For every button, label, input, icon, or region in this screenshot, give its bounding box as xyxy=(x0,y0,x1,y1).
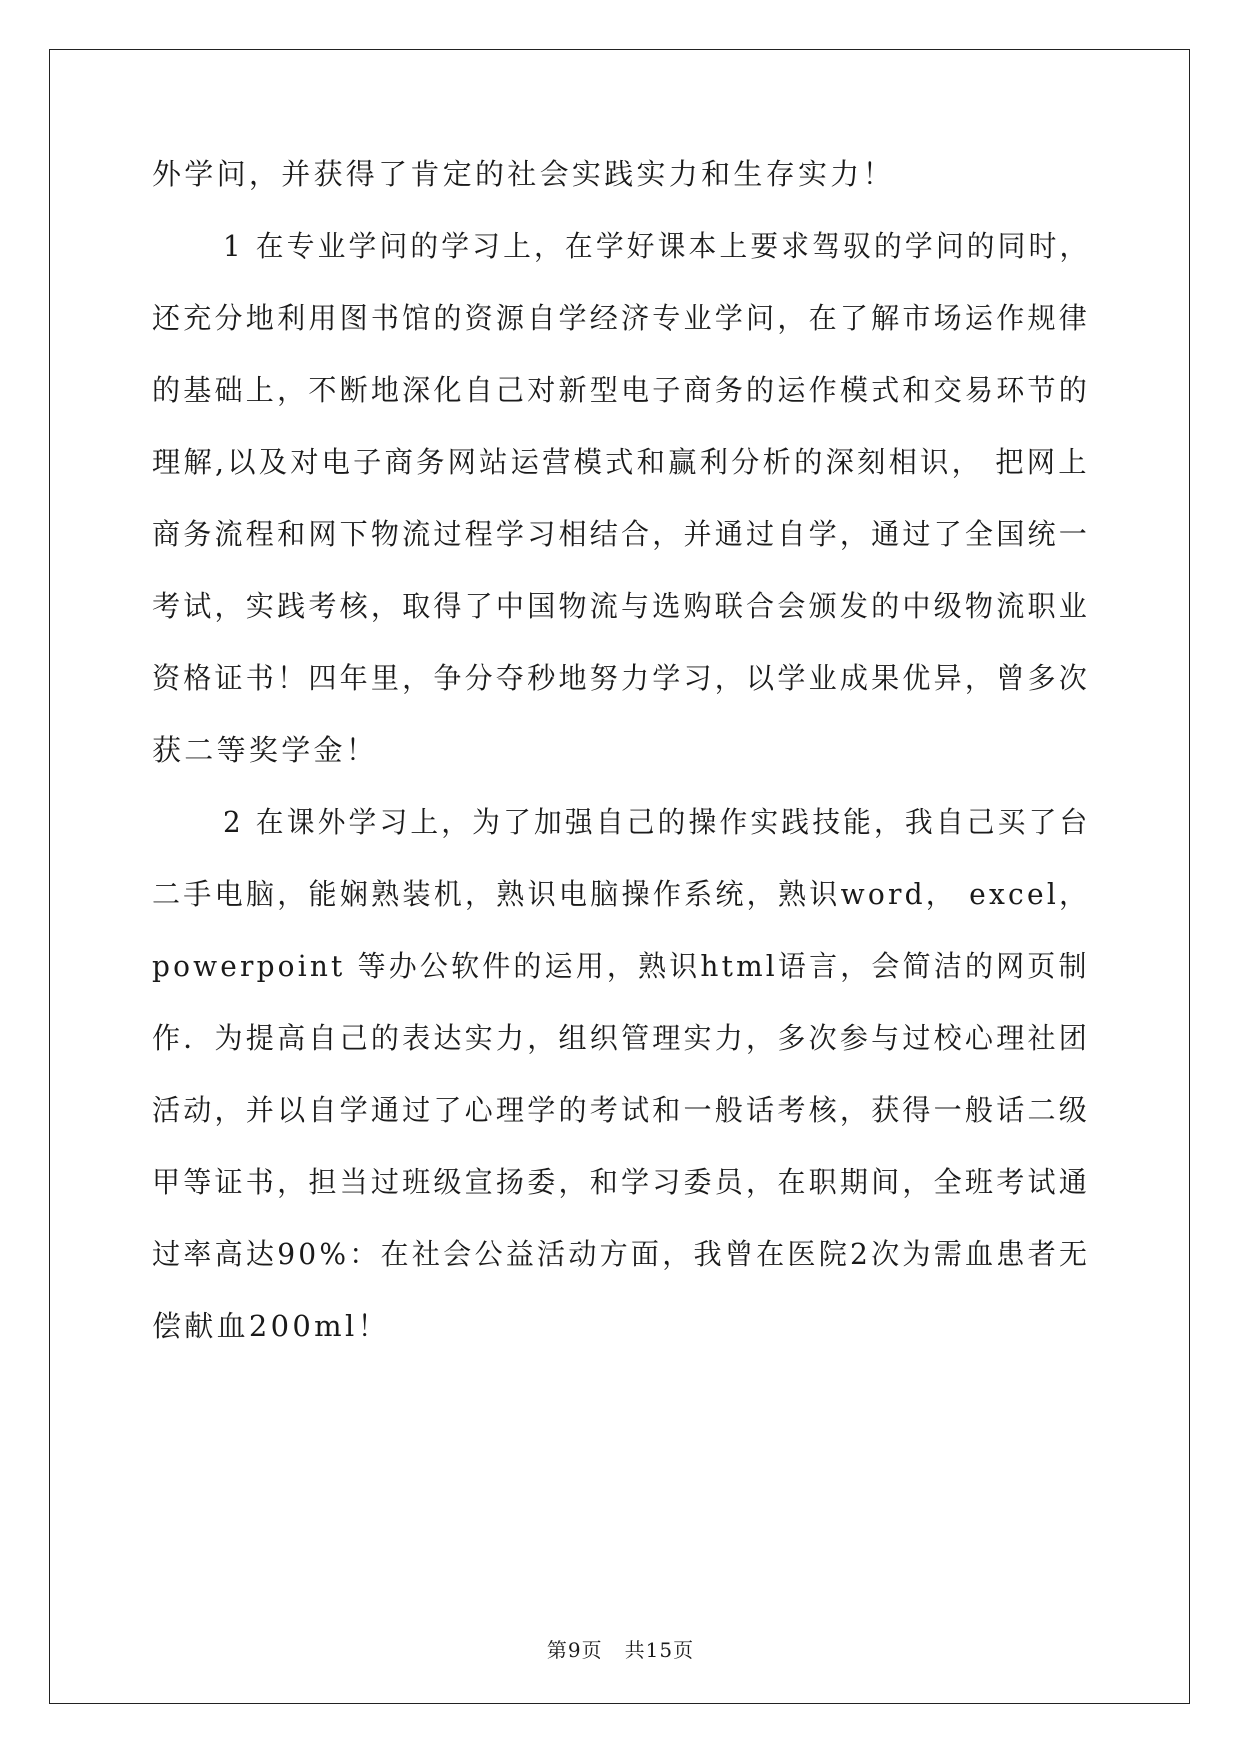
page-footer xyxy=(0,1634,1241,1663)
paragraph-line: 外学问，并获得了肯定的社会实践实力和生存实力！ xyxy=(152,157,895,191)
paragraph-line: 1 在专业学问的学习上，在学好课本上要求驾驭的学问的同时， xyxy=(223,229,1091,263)
paragraph-line: 还充分地利用图书馆的资源自学经济专业学问，在了解市场运作规律 xyxy=(152,301,1091,335)
paragraph-line: 理解,以及对电子商务网站运营模式和赢利分析的深刻相识， 把网上 xyxy=(152,445,1090,479)
paragraph-line: 甲等证书，担当过班级宣扬委，和学习委员，在职期间，全班考试通 xyxy=(152,1165,1091,1199)
paragraph-line: 二手电脑，能娴熟装机，熟识电脑操作系统，熟识word， excel， xyxy=(152,877,1091,911)
paragraph-line: 考试，实践考核，取得了中国物流与选购联合会颁发的中级物流职业 xyxy=(152,589,1091,623)
page-number: 第9页 xyxy=(546,1638,603,1662)
paragraph-line: 作．为提高自己的表达实力，组织管理实力，多次参与过校心理社团 xyxy=(152,1021,1091,1055)
paragraph-line: 的基础上，不断地深化自己对新型电子商务的运作模式和交易环节的 xyxy=(152,373,1091,407)
paragraph-line: 活动，并以自学通过了心理学的考试和一般话考核，获得一般话二级 xyxy=(152,1093,1091,1127)
paragraph-line: powerpoint 等办公软件的运用，熟识html语言，会简洁的网页制 xyxy=(152,949,1090,983)
paragraph-line: 偿献血200ml！ xyxy=(152,1309,390,1343)
paragraph-line: 商务流程和网下物流过程学习相结合，并通过自学，通过了全国统一 xyxy=(152,517,1091,551)
paragraph-line: 过率高达90%：在社会公益活动方面，我曾在医院2次为需血患者无 xyxy=(152,1237,1091,1271)
page-total: 共15页 xyxy=(624,1638,695,1662)
paragraph-line: 2 在课外学习上，为了加强自己的操作实践技能，我自己买了台 xyxy=(223,805,1091,839)
paragraph-line: 获二等奖学金！ xyxy=(152,733,379,767)
paragraph-line: 资格证书！四年里，争分夺秒地努力学习，以学业成果优异，曾多次 xyxy=(152,661,1091,695)
